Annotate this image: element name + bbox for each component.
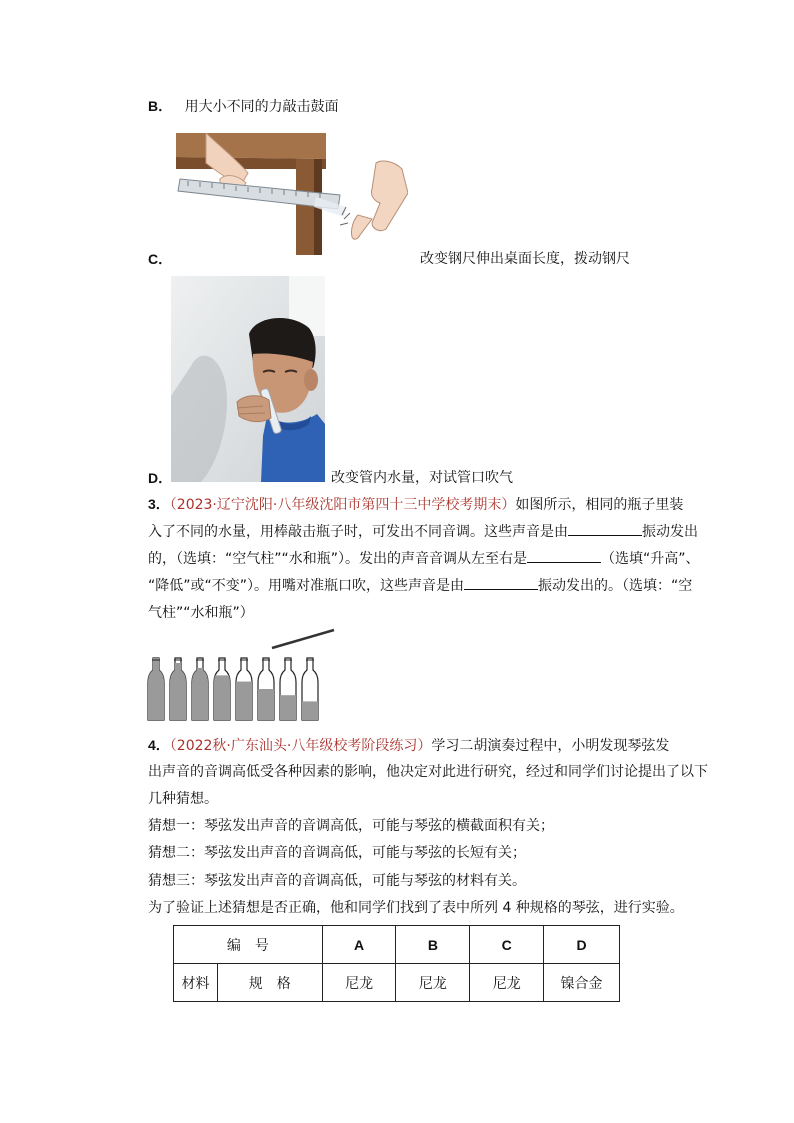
option-d-label: D． bbox=[148, 470, 173, 486]
q3-text-3b: （选填“升高”、 bbox=[601, 551, 700, 567]
bottle-water-7 bbox=[279, 695, 297, 720]
q3-line-4 bbox=[148, 575, 692, 596]
q3-line-2 bbox=[148, 521, 698, 542]
bottle-water-4 bbox=[213, 675, 231, 720]
q4-number: 4． bbox=[148, 737, 170, 753]
q3-number: 3． bbox=[148, 496, 170, 512]
q3-text-2: 入了不同的水量，用棒敲击瓶子时，可发出不同音调。这些声音是由 bbox=[148, 524, 568, 540]
table-header-label: 编 号 bbox=[174, 926, 323, 964]
q3-blank-2[interactable] bbox=[527, 548, 601, 563]
option-c-text: 改变钢尺伸出桌面长度，拨动钢尺 bbox=[420, 251, 630, 267]
q4-intro: 为了验证上述猜想是否正确，他和同学们找到了表中所列 4 种规格的琴弦，进行实验。 bbox=[148, 900, 684, 916]
striking-rod bbox=[272, 630, 334, 648]
bottle-water-5 bbox=[235, 682, 253, 720]
q3-blank-3[interactable] bbox=[464, 575, 538, 590]
q3-text-4b: 振动发出的。（选填：“空 bbox=[538, 578, 693, 594]
q4-guess-2: 猜想二：琴弦发出声音的音调高低，可能与琴弦的长短有关； bbox=[148, 845, 526, 861]
q4-source: （2022秋·广东汕头·八年级校考阶段练习） bbox=[169, 738, 432, 754]
option-d-label-wrap bbox=[148, 468, 172, 489]
q3-source: （2023·辽宁沈阳·八年级沈阳市第四十三中学校考期末） bbox=[169, 497, 516, 513]
q4-text-3: 几种猜想。 bbox=[148, 791, 218, 807]
table-col-b: B bbox=[396, 926, 470, 964]
option-c-label: C． bbox=[148, 251, 173, 267]
q3-line-1 bbox=[148, 494, 683, 515]
option-c-label-wrap bbox=[148, 249, 172, 270]
q4-text-1: 学习二胡演奏过程中，小明发现琴弦发 bbox=[431, 738, 670, 754]
option-b-text: 用大小不同的力敲击鼓面 bbox=[184, 99, 339, 115]
table-col-c: C bbox=[470, 926, 544, 964]
table-col-a: A bbox=[322, 926, 396, 964]
table-cell: 尼龙 bbox=[396, 964, 470, 1002]
option-b-label: B． bbox=[148, 98, 173, 114]
q3-text-5: 气柱”“水和瓶”） bbox=[148, 605, 254, 621]
bottle-water-3 bbox=[191, 668, 209, 720]
table-row bbox=[174, 964, 620, 1002]
table-cell: 尼龙 bbox=[322, 964, 396, 1002]
q3-text-1: 如图所示，相同的瓶子里装 bbox=[515, 497, 684, 513]
bottle-water-1 bbox=[147, 658, 165, 720]
bottles-figure bbox=[144, 628, 344, 724]
q3-blank-1[interactable] bbox=[568, 521, 642, 536]
option-b bbox=[148, 96, 339, 117]
q4-guess-1: 猜想一：琴弦发出声音的音调高低，可能与琴弦的横截面积有关； bbox=[148, 818, 554, 834]
table-row-label-material: 材料 bbox=[174, 964, 218, 1002]
q3-line-3 bbox=[148, 548, 700, 569]
table-cell: 镍合金 bbox=[544, 964, 620, 1002]
ruler-on-table-image bbox=[176, 133, 408, 255]
q3-text-4a: “降低”或“不变”）。用嘴对准瓶口吹，这些声音是由 bbox=[148, 578, 465, 594]
string-spec-table bbox=[173, 925, 620, 1002]
q4-line-1 bbox=[148, 735, 669, 756]
table-cell: 尼龙 bbox=[470, 964, 544, 1002]
boy-blowing-tube-image bbox=[171, 276, 325, 482]
q4-guess-3: 猜想三：琴弦发出声音的音调高低，可能与琴弦的材料有关。 bbox=[148, 873, 526, 889]
option-d-text: 改变管内水量，对试管口吹气 bbox=[331, 470, 513, 486]
table-row-label-spec: 规 格 bbox=[217, 964, 322, 1002]
bottle-water-8 bbox=[301, 701, 319, 720]
bottle-water-2 bbox=[169, 663, 187, 720]
table-row bbox=[174, 926, 620, 964]
bottle-water-6 bbox=[257, 689, 275, 720]
q4-text-2: 出声音的音调高低受各种因素的影响，他决定对此进行研究，经过和同学们讨论提出了以下 bbox=[148, 764, 708, 780]
q3-text-2b: 振动发出 bbox=[642, 524, 698, 540]
table-col-d: D bbox=[544, 926, 620, 964]
q3-text-3a: 的，（选填：“空气柱”“水和瓶”）。发出的声音音调从左至右是 bbox=[148, 551, 528, 567]
